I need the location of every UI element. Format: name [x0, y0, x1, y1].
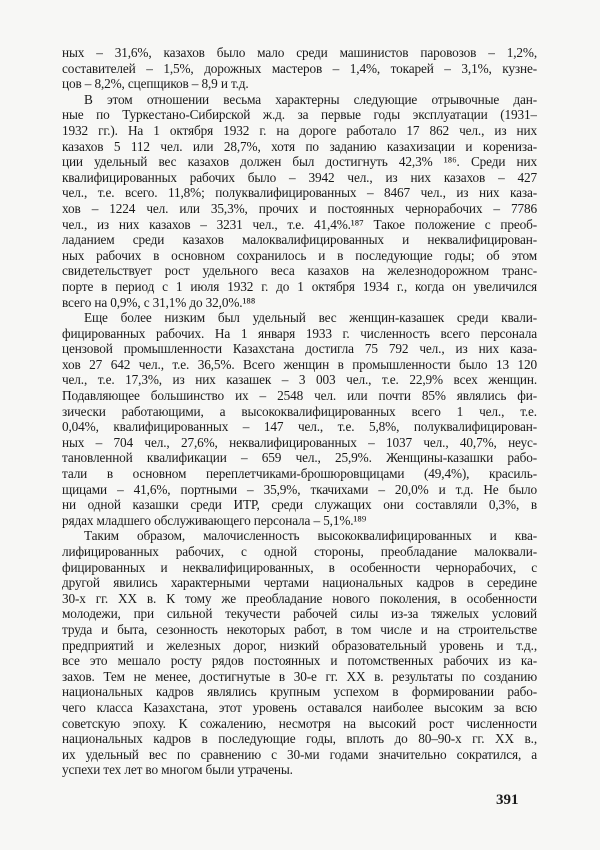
text-line: фицированных и неквалифицированных, в особенности чернорабочих, с	[62, 559, 537, 575]
text-line: чел., из них казахов – 3231 чел., т.е. 41,4%.¹⁸⁷ Такое положение с преоб-	[62, 216, 537, 232]
body-text	[62, 45, 537, 778]
paragraph	[62, 528, 537, 778]
text-line: чел., т.е. всего. 11,8%; полуквалифицированных – 8467 чел., из них каза-	[62, 185, 537, 201]
page-number: 391	[496, 792, 519, 808]
text-line: ладанием среди казахов малоквалифицированных и неквалифицирован-	[62, 232, 537, 248]
text-line: рядах младшего обслуживающего персонала – 5,1%.¹⁸⁹	[62, 512, 367, 528]
text-line: чего класса Казахстана, этот уровень оставался наиболее высоким за всю	[62, 699, 537, 715]
text-line: составителей – 1,5%, дорожных мастеров – 1,4%, токарей – 3,1%, кузне-	[62, 60, 537, 76]
text-line: ных рабочих в основном сохранилось и в последующие годы; об этом	[62, 247, 537, 263]
text-line: национальных кадров в последующие годы, вплоть до 80–90-х гг. ХХ в.,	[62, 731, 537, 747]
text-line: цензовой промышленности Казахстана достигла 75 792 чел., из них казa-	[62, 341, 537, 357]
text-line: молодежи, при сильной текучести рабочей силы из-за тяжелых условий	[62, 606, 537, 622]
text-line: предприятий и железных дорог, низкий образовательный уровень и т.д.,	[62, 637, 537, 653]
text-line: Подавляющее большинство их – 2548 чел. или почти 85% являлись фи-	[62, 388, 537, 404]
text-line: квалифицированных рабочих было – 3942 чел., из них казахов – 427	[62, 169, 537, 185]
paragraph	[62, 92, 537, 310]
text-line: ни одной казашки среди ИТР, среди служащих они составляли 0,3%, в	[62, 497, 537, 513]
text-line: хов 27 642 чел., т.е. 36,5%. Всего женщин в промышленности было 13 120	[62, 356, 537, 372]
text-line: все это мешало росту рядов постоянных и потомственных рабочих из ка-	[62, 653, 537, 669]
text-line: их удельный вес по сравнению с 30-ми годами значительно сократился, а	[62, 746, 537, 762]
text-line: порте в период с 1 июля 1932 г. до 1 октября 1934 г., когда он увеличился	[62, 278, 537, 294]
text-line: ных – 704 чел., 27,6%, неквалифицированных – 1037 чел., 40,7%, неус-	[62, 434, 537, 450]
text-line: зически работающими, а высококвалифицированных всего 1 чел., т.е.	[62, 403, 537, 419]
text-line: успехи тех лет во многом были утрачены.	[62, 762, 293, 778]
text-line: Еще более низким был удельный вес женщин-казашек среди квали-	[84, 310, 537, 326]
text-line: другой явились характерными чертами национальных кадров в середине	[62, 575, 537, 591]
text-line: хов – 1224 чел. или 35,3%, прочих и постоянных чернорабочих – 7786	[62, 200, 537, 216]
text-line: 30-х гг. ХХ в. К тому же преобладание нового поколения, в особенности	[62, 590, 537, 606]
text-line: лифицированных рабочих, с одной стороны, преобладание малоквали-	[62, 544, 537, 559]
text-line: казахов 5 112 чел. или 28,7%, хотя по заданию казахизации и кoренизa-	[62, 138, 537, 154]
text-line: цов – 8,2%, сцепщиков – 8,9 и т.д.	[62, 76, 249, 92]
text-line: захов. Тем не менее, достигнутые в 30-е гг. ХХ в. результаты по созданию	[62, 668, 537, 684]
text-line: национальных кадров являлись крупным успехом в формировании рабо-	[62, 684, 537, 700]
text-line: ных – 31,6%, казахов было мало среди машинистов паровозов – 1,2%,	[62, 45, 537, 60]
text-line: щицами – 41,6%, портными – 35,9%, ткачихами – 20,0% и т.д. Не было	[62, 481, 537, 497]
paragraph	[62, 310, 537, 528]
text-line: В этом отношении весьма характерны следующие отрывочные дан-	[84, 91, 537, 107]
text-line: Таким образом, малочисленность высококвалифицированных и ква-	[84, 528, 537, 544]
text-line: всего на 0,9%, с 31,1% до 32,0%.¹⁸⁸	[62, 294, 256, 310]
text-line: чел., т.е. 17,3%, из них казашек – 3 003 чел., т.е. 22,9% всех женщин.	[62, 372, 537, 388]
paragraph	[62, 45, 537, 92]
text-line: 1932 гг.). На 1 октября 1932 г. на дороге работало 17 862 чел., из них	[62, 122, 537, 138]
text-line: труда и быта, сезонность некоторых работ, в том числе и на строительстве	[62, 621, 537, 637]
text-line: ные по Туркестано-Сибирской ж.д. за первые годы эксплуатации (1931–	[62, 107, 537, 123]
text-line: свидетельствует рост удельного веса казахов на железнодорожном транс-	[62, 263, 537, 279]
text-line: советскую эпоху. К сожалению, несмотря на высокий рост численности	[62, 715, 537, 731]
text-line: фицированных рабочих. На 1 января 1933 г. численность всего персонала	[62, 325, 537, 341]
text-line: ции удельный вес казахов должен был достигнуть 42,3% ¹⁸⁶. Среди них	[62, 154, 537, 170]
text-line: тали в основном переплетчиками-брошюровщицами (49,4%), красиль-	[62, 466, 537, 482]
text-line: тановленной квалификации – 659 чел., 25,9%. Женщины-казашки рабо-	[62, 450, 537, 466]
text-line: 0,04%, квалифицированных – 147 чел., т.е. 5,8%, полуквалифицирован-	[62, 419, 537, 435]
